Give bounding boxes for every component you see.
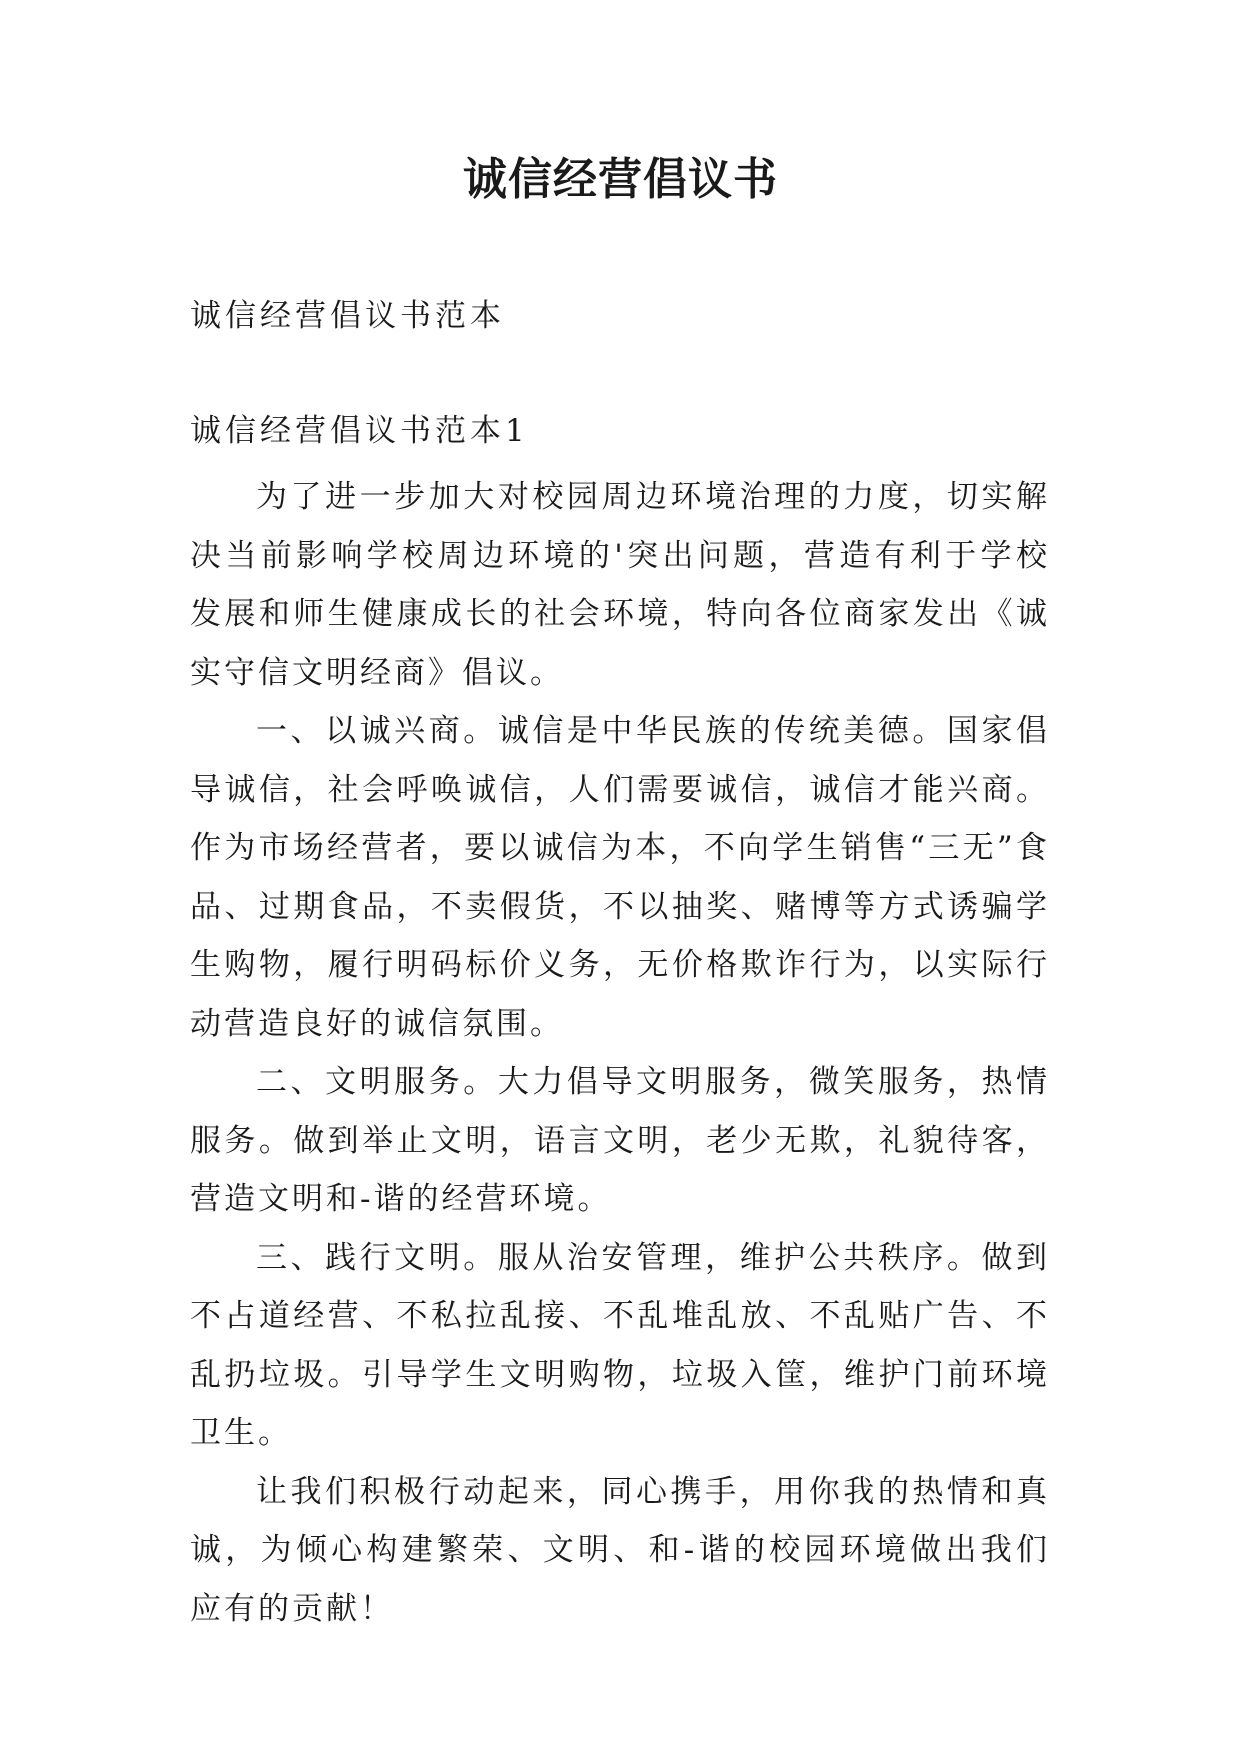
section-heading: 诚信经营倡议书范本1 bbox=[190, 413, 529, 449]
paragraph-item-1: 一、以诚兴商。诚信是中华民族的传统美德。国家倡导诚信，社会呼唤诚信，人们需要诚信，诚信才能兴商。作为市场经营者，要以诚信为本，不向学生销售“三无”食品、过期食品，不卖假货，不以抽奖、赌博等方式诱骗学生购物，履行明码标价义务，无价格欺诈行为，以实际行动营造良好的诚信氛围。 bbox=[190, 713, 1050, 1042]
paragraph-closing: 让我们积极行动起来，同心携手，用你我的热情和真诚，为倾心构建繁荣、文明、和-谐的校园环境做出我们应有的贡献！ bbox=[190, 1473, 1050, 1627]
paragraph-intro: 为了进一步加大对校园周边环境治理的力度，切实解决当前影响学校周边环境的'突出问题，营造有利于学校发展和师生健康成长的社会环境，特向各位商家发出《诚实守信文明经商》倡议。 bbox=[190, 479, 1050, 691]
document-subtitle: 诚信经营倡议书范本 bbox=[190, 298, 505, 334]
document-title: 诚信经营倡议书 bbox=[463, 154, 778, 205]
paragraph-item-2: 二、文明服务。大力倡导文明服务，微笑服务，热情服务。做到举止文明，语言文明，老少无欺，礼貌待客，营造文明和-谐的经营环境。 bbox=[190, 1064, 1050, 1217]
document-body bbox=[190, 468, 1050, 1638]
paragraph-item-3: 三、践行文明。服从治安管理，维护公共秩序。做到不占道经营、不私拉乱接、不乱堆乱放、不乱贴广告、不乱扔垃圾。引导学生文明购物，垃圾入筐，维护门前环境卫生。 bbox=[190, 1239, 1050, 1451]
